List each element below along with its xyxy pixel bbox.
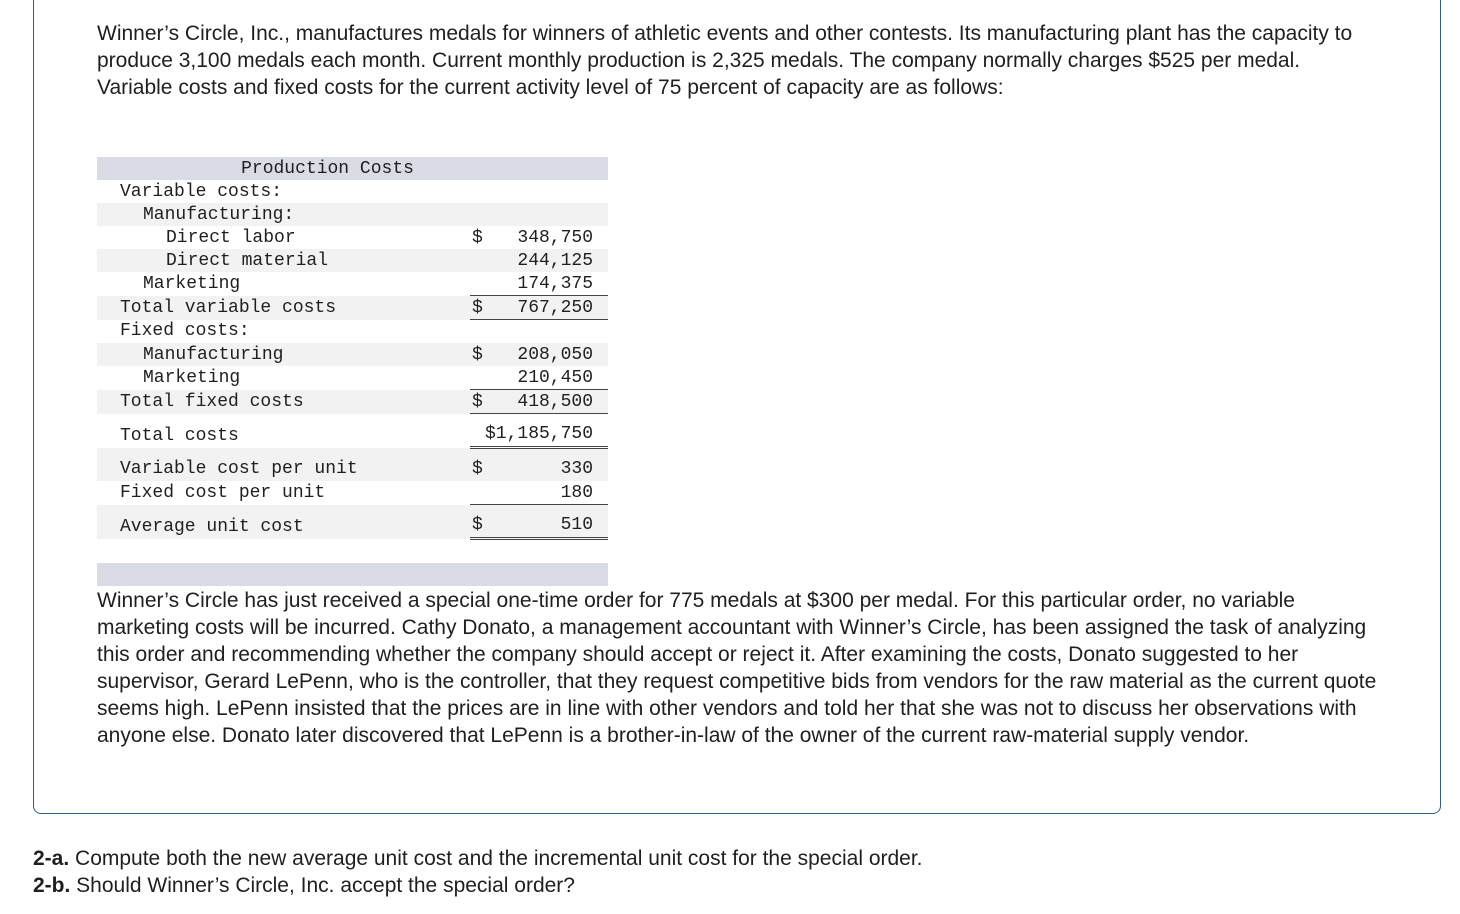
row-amount: 210,450 — [492, 366, 608, 390]
table-row — [97, 272, 608, 296]
row-label: Direct material — [97, 249, 470, 272]
questions-list — [33, 845, 923, 899]
row-amount: 510 — [492, 505, 608, 539]
row-label: Total variable costs — [97, 296, 470, 320]
intro-paragraph: Winner’s Circle, Inc., manufactures medals for winners of athletic events and other contests. Its manufacturing plant has the capacity to produce 3,100 medals each month. Current monthly production is 2,325 medals. The company normally charges $525 per medal. Variable costs and fixed costs for the current activity level of 75 percent of capacity are as follows: — [97, 22, 1353, 99]
dollar-sign: $ — [470, 296, 492, 320]
table-title: Production Costs — [97, 157, 608, 180]
row-label: Fixed costs: — [120, 321, 250, 342]
table-row — [97, 203, 608, 226]
row-label: Variable cost per unit — [97, 448, 470, 482]
table-row — [97, 343, 608, 366]
table-row — [97, 505, 608, 539]
row-amount: 767,250 — [492, 296, 608, 320]
row-amount: 244,125 — [492, 249, 608, 272]
table-row — [97, 390, 608, 414]
question-text: Compute both the new average unit cost and the incremental unit cost for the special order. — [69, 847, 923, 870]
table-row — [97, 180, 608, 203]
table-header-row — [97, 157, 608, 180]
dollar-sign: $ — [470, 505, 492, 539]
table-row — [97, 249, 608, 272]
table-row — [97, 414, 608, 448]
table-row — [97, 226, 608, 249]
question-number: 2-b. — [33, 874, 71, 897]
row-label: Manufacturing — [97, 343, 470, 366]
row-label: Manufacturing: — [97, 203, 470, 226]
table-row — [97, 448, 608, 482]
row-label: Variable costs: — [120, 181, 283, 202]
row-amount: 208,050 — [492, 343, 608, 366]
question-number: 2-a. — [33, 847, 70, 870]
dollar-sign: $ — [472, 227, 483, 248]
table-row — [97, 366, 608, 390]
row-label: Total fixed costs — [97, 390, 470, 414]
production-costs-table — [97, 157, 608, 586]
dollar-sign: $ — [470, 390, 492, 414]
table-footer-bar — [97, 563, 608, 586]
dollar-sign: $ — [470, 343, 492, 366]
row-label: Total costs — [120, 425, 239, 446]
table-row — [97, 296, 608, 320]
table-row — [97, 481, 608, 505]
dollar-sign: $ — [470, 448, 492, 482]
row-amount: 418,500 — [492, 390, 608, 414]
row-amount: 174,375 — [492, 272, 608, 296]
table-row — [97, 320, 608, 344]
row-label: Direct labor — [166, 227, 296, 248]
row-label: Marketing — [143, 273, 241, 294]
row-label: Marketing — [143, 367, 241, 388]
question-2a — [33, 845, 923, 872]
question-text: Should Winner’s Circle, Inc. accept the special order? — [70, 874, 575, 897]
question-2b — [33, 872, 923, 899]
row-label: Average unit cost — [97, 505, 470, 539]
row-amount: 348,750 — [517, 227, 594, 248]
row-label: Fixed cost per unit — [120, 482, 326, 503]
row-amount: $1,185,750 — [470, 414, 608, 448]
row-amount: 180 — [492, 481, 608, 505]
row-amount: 330 — [492, 448, 608, 482]
scenario-paragraph: Winner’s Circle has just received a special one-time order for 775 medals at $300 per medal. For this particular order, no variable marketing costs will be incurred. Cathy Donato, a management accountant with Winner’s Circle, has been assigned the task of analyzing this order and recommending whether the company should accept or reject it. After examining the costs, Donato suggested to her supervisor, Gerard LePenn, who is the controller, that they request competitive bids from vendors for the raw material as the current quote seems high. LePenn insisted that the prices are in line with other vendors and told her that she was not to discuss her observations with anyone else. Donato later discovered that LePenn is a brother-in-law of the owner of the current raw-material supply vendor. — [97, 589, 1377, 747]
